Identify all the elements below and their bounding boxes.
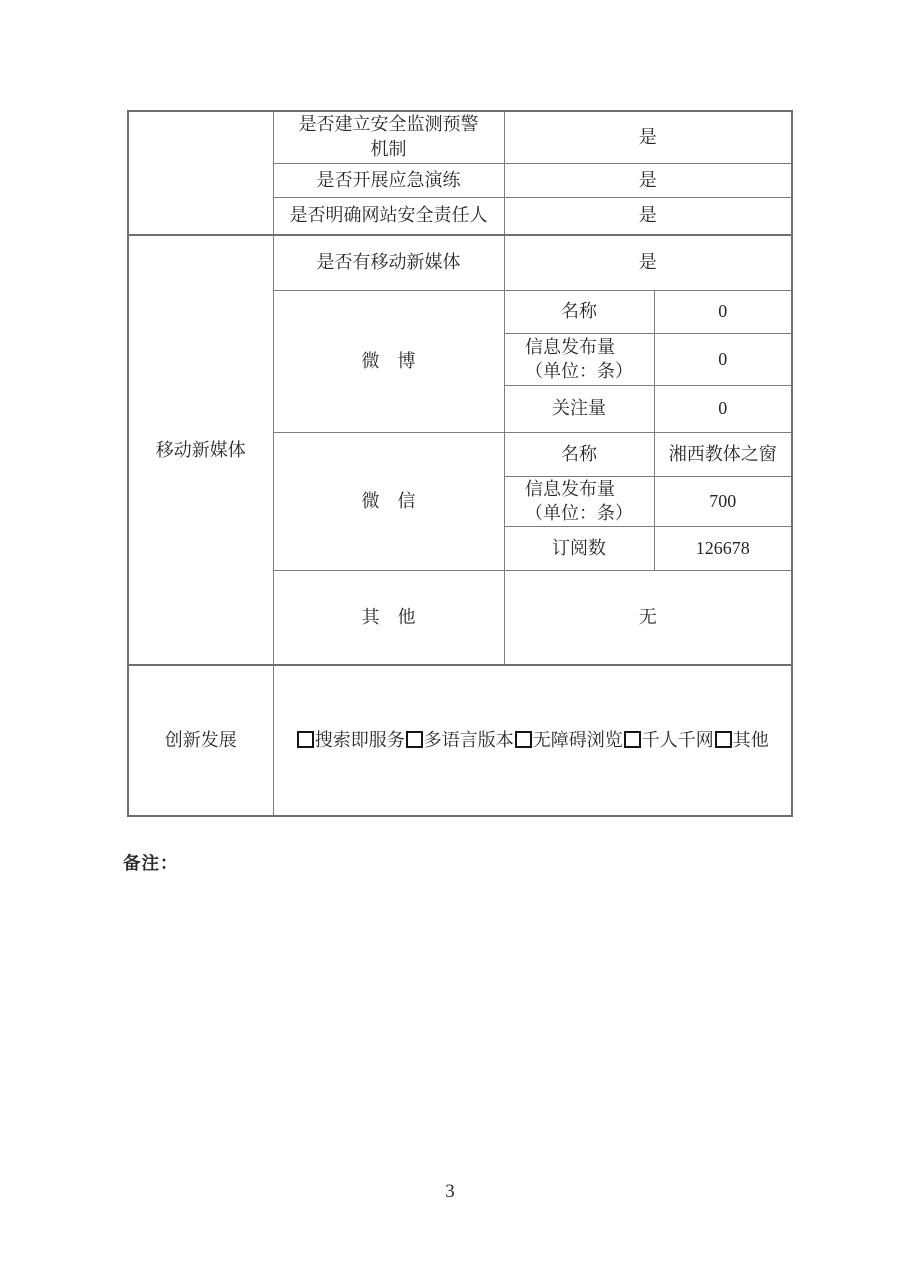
innovation-option-label: 搜索即服务: [314, 730, 405, 750]
security-owner-label: 是否明确网站安全责任人: [273, 197, 504, 235]
weibo-label: 微 博: [273, 290, 504, 432]
page-number: 3: [445, 1181, 455, 1202]
security-monitor-value: 是: [504, 111, 792, 163]
security-monitor-label: [273, 111, 504, 163]
weibo-name-value: 0: [654, 290, 792, 333]
wechat-subscribers-value: 126678: [654, 526, 792, 570]
label-line: 是否建立安全监测预警: [298, 114, 479, 135]
annual-report-table: [127, 110, 793, 817]
label-line: 信息发布量: [525, 478, 615, 499]
checkbox-icon: [624, 731, 641, 748]
two-line-label: [525, 477, 633, 525]
weibo-posts-label: [504, 333, 654, 385]
wechat-name-label: 名称: [504, 432, 654, 476]
wechat-name-value: 湘西教体之窗: [654, 432, 792, 476]
wechat-label: 微 信: [273, 432, 504, 570]
emergency-drill-value: 是: [504, 163, 792, 197]
label-line: （单位：条）: [525, 502, 633, 523]
label-line: 信息发布量: [525, 336, 615, 357]
weibo-posts-value: 0: [654, 333, 792, 385]
checkbox-icon: [406, 731, 423, 748]
table-row: [128, 665, 792, 816]
weibo-followers-label: 关注量: [504, 385, 654, 432]
innovation-option-label: 无障碍浏览: [532, 730, 623, 750]
wechat-subscribers-label: 订阅数: [504, 526, 654, 570]
table-row: [128, 111, 792, 163]
has-mobile-media-value: 是: [504, 235, 792, 290]
checkbox-icon: [515, 731, 532, 748]
innovation-option-label: 千人千网: [641, 730, 714, 750]
wechat-posts-label: [504, 476, 654, 526]
other-media-value: 无: [504, 570, 792, 665]
other-media-label: 其 他: [273, 570, 504, 665]
has-mobile-media-label: 是否有移动新媒体: [273, 235, 504, 290]
checkbox-icon: [715, 731, 732, 748]
section-label-innovation: 创新发展: [128, 665, 273, 816]
checkbox-icon: [297, 731, 314, 748]
two-line-label: [525, 335, 633, 383]
section-label-empty-cell: [128, 111, 273, 235]
section-label-mobile-media: 移动新媒体: [128, 235, 273, 665]
weibo-followers-value: 0: [654, 385, 792, 432]
innovation-option-label: 其他: [732, 730, 769, 750]
label-line: （单位：条）: [525, 360, 633, 381]
wechat-posts-value: 700: [654, 476, 792, 526]
emergency-drill-label: 是否开展应急演练: [273, 163, 504, 197]
innovation-option-label: 多语言版本: [423, 730, 514, 750]
remark-label: 备注：: [123, 853, 179, 873]
weibo-name-label: 名称: [504, 290, 654, 333]
label-line: 机制: [370, 139, 407, 160]
table-row: [128, 235, 792, 290]
security-owner-value: 是: [504, 197, 792, 235]
innovation-options-cell: [273, 665, 792, 816]
